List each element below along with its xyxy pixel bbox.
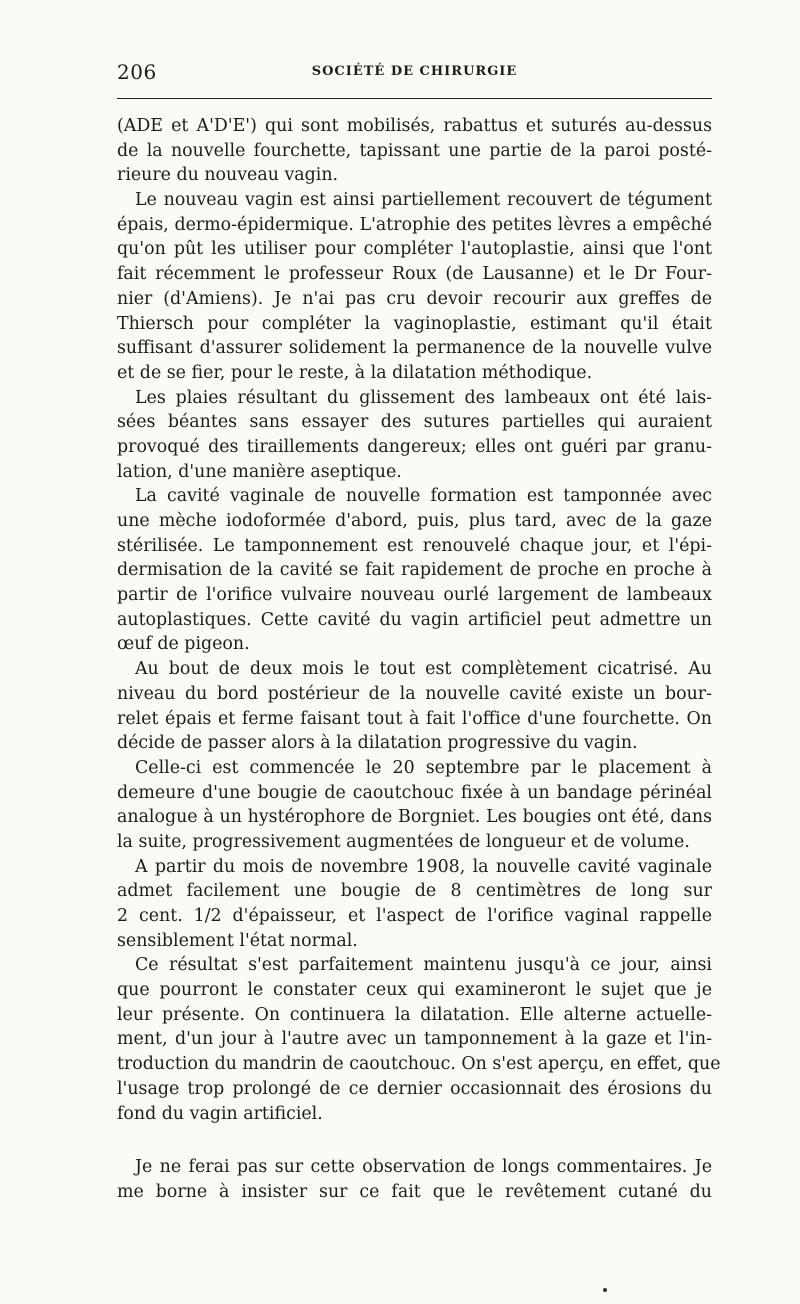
text-line: troduction du mandrin de caoutchouc. On s'est aperçu, en effet, que [117, 1054, 721, 1075]
text-line: une mèche iodoformée d'abord, puis, plus tard, avec de la gaze [117, 511, 712, 531]
text-line: lation, d'une manière aseptique. [117, 461, 402, 482]
text-line: dermisation de la cavité se fait rapidement de proche en proche à [117, 560, 712, 581]
text-line: 2 cent. 1/2 d'épaisseur, et l'aspect de l'orifice vaginal rappelle [117, 906, 712, 926]
text-line: que pourront le constater ceux qui examineront le sujet que je [117, 980, 712, 1001]
text-line: qu'on pût les utiliser pour compléter l'autoplastie, ainsi que l'ont [117, 239, 712, 260]
text-line: leur présente. On continuera la dilatation. Elle alterne actuelle- [117, 1004, 712, 1025]
text-line: de la nouvelle fourchette, tapissant une partie de la paroi posté- [117, 140, 712, 161]
text-line: Thiersch pour compléter la vaginoplastie, estimant qu'il était [117, 313, 712, 334]
text-line: la suite, progressivement augmentées de longueur et de volume. [117, 831, 690, 852]
text-line: suffisant d'assurer solidement la permanence de la nouvelle vulve [117, 338, 712, 359]
text-line: rieure du nouveau vagin. [117, 165, 339, 186]
running-head [117, 60, 712, 86]
text-line: Celle-ci est commencée le 20 septembre par le placement à [135, 757, 712, 778]
text-line: partir de l'orifice vulvaire nouveau ourlé largement de lambeaux [117, 585, 712, 606]
text-line: décide de passer alors à la dilatation progressive du vagin. [117, 733, 638, 754]
text-line: fond du vagin artificiel. [117, 1103, 323, 1124]
text-line: Je ne ferai pas sur cette observation de longs commentaires. Je [135, 1157, 712, 1177]
running-head-title: SOCIÉTÉ DE CHIRURGIE [311, 64, 518, 79]
text-line: sensiblement l'état normal. [117, 930, 358, 951]
text-line: sées béantes sans essayer des sutures partielles qui auraient [117, 412, 712, 433]
text-line: stérilisée. Le tamponnement est renouvelé chaque jour, et l'épi- [117, 535, 712, 556]
text-line: et de se fier, pour le reste, à la dilatation méthodique. [117, 362, 593, 383]
text-line: A partir du mois de novembre 1908, la nouvelle cavité vaginale [135, 856, 712, 877]
text-line: demeure d'une bougie de caoutchouc fixée à un bandage périnéal [117, 782, 712, 803]
text-line: autoplastiques. Cette cavité du vagin artificiel peut admettre un [117, 609, 712, 630]
text-line: l'usage trop prolongé de ce dernier occasionnait des érosions du [117, 1078, 712, 1099]
header-rule [117, 98, 712, 99]
text-line: relet épais et ferme faisant tout à fait l'office d'une fourchette. On [117, 708, 712, 729]
text-line: niveau du bord postérieur de la nouvelle cavité existe un bour- [117, 683, 712, 704]
text-line: œuf de pigeon. [117, 634, 250, 655]
text-line: provoqué des tiraillements dangereux; elles ont guéri par granu- [117, 436, 712, 457]
text-line: analogue à un hystérophore de Borgniet. Les bougies ont été, dans [117, 807, 712, 828]
text-line: Les plaies résultant du glissement des lambeaux ont été lais- [135, 387, 712, 408]
page-number: 206 [117, 60, 157, 84]
text-line: nier (d'Amiens). Je n'ai pas cru devoir recourir aux greffes de [117, 288, 712, 309]
print-speck [603, 1288, 607, 1292]
text-line: admet facilement une bougie de 8 centimètres de long sur [117, 881, 712, 902]
text-line: ment, d'un jour à l'autre avec un tamponnement à la gaze et l'in- [117, 1029, 712, 1050]
text-line: (ADE et A'D'E') qui sont mobilisés, rabattus et suturés au-dessus [117, 116, 712, 136]
body-text [117, 114, 721, 1126]
text-line: La cavité vaginale de nouvelle formation est tamponnée avec [135, 486, 712, 507]
text-line: épais, dermo-épidermique. L'atrophie des petites lèvres a empêché [117, 214, 712, 235]
text-line: Le nouveau vagin est ainsi partiellement recouvert de tégument [135, 190, 712, 211]
text-line: Au bout de deux mois le tout est complètement cicatrisé. Au [135, 659, 712, 680]
text-line: me borne à insister sur ce fait que le revêtement cutané du [117, 1181, 712, 1202]
text-line: Ce résultat s'est parfaitement maintenu jusqu'à ce jour, ainsi [135, 955, 712, 976]
closing-paragraph [117, 1155, 712, 1204]
text-line: fait récemment le professeur Roux (de Lausanne) et le Dr Four- [117, 264, 712, 285]
